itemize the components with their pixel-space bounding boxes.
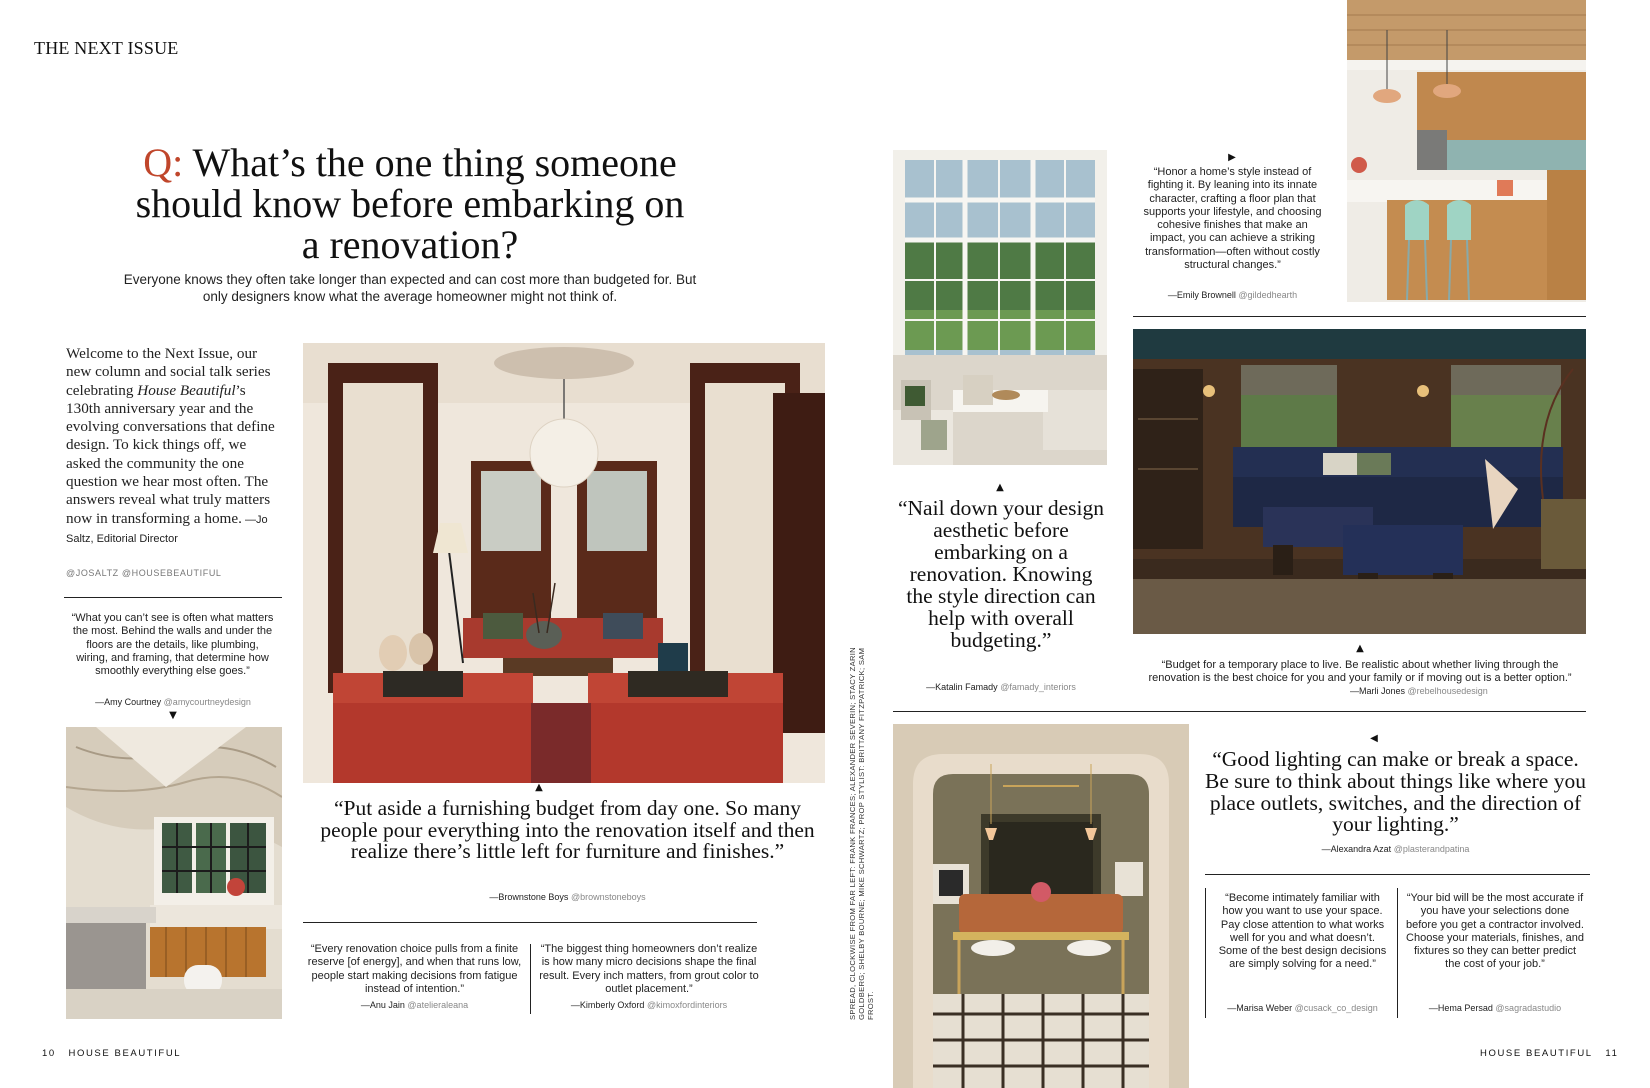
attr-name: —Brownstone Boys bbox=[489, 892, 569, 902]
quote-brownstone: “Put aside a furnishing budget from day one. So many people pour everything into the renovation itself and then realize there’s little left for furniture and finishes.” bbox=[320, 796, 815, 864]
arrow-down-icon: ▼ bbox=[169, 710, 177, 721]
attribution-jain bbox=[306, 1000, 523, 1010]
arrow-up-icon: ▲ bbox=[1356, 643, 1364, 654]
attr-handle: @atelieraleana bbox=[407, 1000, 469, 1010]
attr-name: —Amy Courtney bbox=[95, 697, 162, 707]
arrow-right-icon: ▶ bbox=[1228, 152, 1236, 163]
arrow-up-icon: ▲ bbox=[996, 482, 1004, 493]
section-label: THE NEXT ISSUE bbox=[34, 38, 179, 58]
arrow-left-icon: ◀ bbox=[1370, 733, 1378, 744]
attribution-azat bbox=[1203, 844, 1588, 854]
headline-q-prefix: Q: bbox=[143, 140, 184, 185]
attr-name: —Emily Brownell bbox=[1167, 290, 1236, 300]
attribution-jones bbox=[1350, 686, 1580, 696]
attribution-brownell bbox=[1140, 290, 1325, 300]
attr-handle: @kimoxfordinteriors bbox=[646, 1000, 728, 1010]
folio-left bbox=[42, 1048, 181, 1059]
attr-handle: @brownstoneboys bbox=[570, 892, 646, 902]
photo-sunroom bbox=[893, 150, 1107, 465]
magazine-name-right: HOUSE BEAUTIFUL bbox=[1480, 1048, 1593, 1059]
page-number-left: 10 bbox=[42, 1048, 56, 1059]
intro-italic: House Beautiful bbox=[137, 381, 236, 399]
attr-name: —Katalin Famady bbox=[926, 682, 998, 692]
attribution-brownstone bbox=[315, 892, 820, 902]
deck-text: Everyone knows they often take longer than expected and can cost more than budgeted for. But only designers know what the average homeowner might not think of. bbox=[123, 272, 697, 304]
attribution-persad bbox=[1405, 1003, 1585, 1013]
attr-handle: @rebelhousedesign bbox=[1407, 686, 1488, 696]
attribution-famady bbox=[895, 682, 1107, 692]
attribution-weber bbox=[1215, 1003, 1390, 1013]
photo-living-room bbox=[303, 343, 825, 783]
attr-handle: @sagradastudio bbox=[1495, 1003, 1562, 1013]
photo-credits: SPREAD, CLOCKWISE FROM FAR LEFT: FRANK FRANCES; ALEXANDER SEVERIN; STACY ZARIN GOLDBERG; SHELBY BOURNE; MIKE SCHWARTZ; PROP STYLIST: BRITTANY FITZPATRICK; SAM FROST. bbox=[848, 647, 875, 1020]
quote-weber: “Become intimately familiar with how you want to use your space. Pay close attention to what works well for you and what doesn’t. Some of the best design decisions are simply solving for a need.” bbox=[1218, 892, 1387, 971]
page-headline bbox=[130, 142, 690, 265]
folio-right bbox=[1480, 1048, 1618, 1059]
attr-handle: @famady_interiors bbox=[1000, 682, 1076, 692]
intro-text-2: ’s 130th anniversary year and the evolving conversations that define design. To kick things off, we asked the community the one question we hear most often. The answers reveal what truly matters now in transforming a home. bbox=[66, 381, 275, 527]
divider bbox=[893, 711, 1586, 712]
attr-handle: @amycourtneydesign bbox=[163, 697, 251, 707]
quote-courtney: “What you can’t see is often what matters the most. Behind the walls and under the floors are the details, like plumbing, wiring, and framing, that determine how smoothly everything else goes.” bbox=[71, 612, 274, 678]
attr-name: —Alexandra Azat bbox=[1321, 844, 1392, 854]
intro-signature: —Jo Saltz, Editorial Director bbox=[66, 513, 268, 545]
attr-name: —Marisa Weber bbox=[1227, 1003, 1293, 1013]
attr-name: —Marli Jones bbox=[1350, 686, 1406, 696]
intro-handle: @JOSALTZ @HOUSEBEAUTIFUL bbox=[66, 568, 222, 578]
divider bbox=[1205, 874, 1590, 875]
photo-den bbox=[1133, 329, 1586, 634]
magazine-name-left: HOUSE BEAUTIFUL bbox=[68, 1048, 182, 1059]
quote-famady: “Nail down your design aesthetic before embarking on a renovation. Knowing the style direction can help with overall budgeting.” bbox=[897, 496, 1104, 652]
attr-name: —Anu Jain bbox=[360, 1000, 405, 1010]
arrow-up-icon: ▲ bbox=[535, 782, 543, 793]
attr-name: —Hema Persad bbox=[1428, 1003, 1493, 1013]
column-divider bbox=[1205, 888, 1206, 1018]
attr-handle: @plasterandpatina bbox=[1393, 844, 1470, 854]
divider bbox=[64, 597, 282, 598]
divider bbox=[1133, 316, 1586, 317]
photo-arched-dining bbox=[893, 724, 1189, 1088]
intro-text bbox=[66, 345, 281, 548]
attr-handle: @gildedhearth bbox=[1238, 290, 1298, 300]
column-divider bbox=[530, 944, 531, 1014]
quote-jain: “Every renovation choice pulls from a finite reserve [of energy], and when that runs low, people start making decisions from fatigue instead of intention.” bbox=[307, 943, 522, 995]
page-number-right: 11 bbox=[1605, 1048, 1619, 1059]
intro-text-1: Welcome to the Next Issue, our new column and social talk series celebrating bbox=[66, 345, 271, 399]
photo-marble-bathroom bbox=[66, 727, 282, 1019]
quote-oxford: “The biggest thing homeowners don’t realize is how many micro decisions shape the final result. Every inch matters, from grout color to outlet placement.” bbox=[539, 943, 759, 995]
photo-kitchen bbox=[1347, 0, 1586, 302]
headline-text: What’s the one thing someone should know before embarking on a renovation? bbox=[135, 140, 685, 267]
quote-persad: “Your bid will be the most accurate if you have your selections done before you get a contractor involved. Choose your materials, finishes, and fixtures so they can better predict the cost of your job.” bbox=[1406, 892, 1584, 971]
attr-handle: @cusack_co_design bbox=[1294, 1003, 1378, 1013]
attr-name: —Kimberly Oxford bbox=[570, 1000, 645, 1010]
quote-brownell: “Honor a home’s style instead of fighting it. By leaning into its innate character, crafting a floor plan that supports your lifestyle, and choosing cohesive finishes that make an impact, you can achieve a striking transformation—often without costly structural changes.” bbox=[1143, 166, 1322, 272]
attribution-courtney bbox=[64, 697, 282, 707]
divider bbox=[303, 922, 757, 923]
column-divider bbox=[1397, 888, 1398, 1018]
quote-azat: “Good lighting can make or break a space. Be sure to think about things like where you place outlets, switches, and the direction of your lighting.” bbox=[1205, 747, 1586, 837]
quote-jones: “Budget for a temporary place to live. Be realistic about whether living through the renovation is the best choice for you and your family or if moving out is a better option.” bbox=[1148, 659, 1572, 685]
attribution-oxford bbox=[538, 1000, 760, 1010]
